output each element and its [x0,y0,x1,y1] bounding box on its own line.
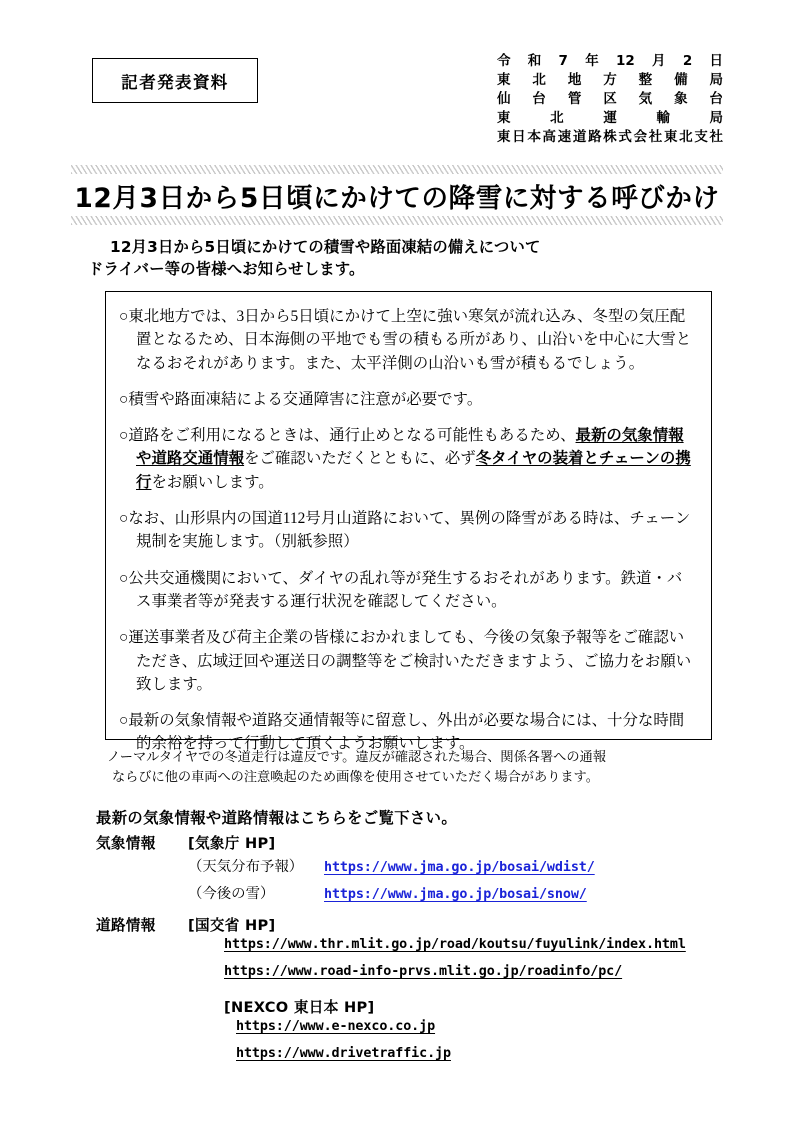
road-link-row-fuyulink [96,937,756,960]
road-link-roadinfo[interactable]: https://www.road-info-prvs.mlit.go.jp/roadinfo/pc/ [224,964,623,979]
nexco-link-row-drivetraffic [96,1046,756,1069]
notice-bullet-marker: ○ [119,510,129,528]
weather-info-category: 気象情報 [96,835,156,852]
notice-text: 道路をご利用になるときは、通行止めとなる可能性もあるため、 [128,427,576,445]
links-section [96,832,756,1069]
notice-item [119,305,697,375]
issuer-org-2: 仙台管区気象台 [497,91,723,107]
notice-bullet-marker: ○ [119,308,129,325]
road-link-row-roadinfo [96,964,756,987]
notice-bullet-marker: ○ [119,629,129,647]
divider-band-bottom [71,216,723,225]
notice-text: 最新の気象情報や道路交通情報等に留意し、外出が必要な場合には、十分な時間的余裕を持って行動して頂くようお願いします。 [128,712,685,753]
road-link-fuyulink[interactable]: https://www.thr.mlit.go.jp/road/koutsu/fuyulink/index.html [224,937,686,952]
tire-warning-text [90,748,720,788]
weather-link-snow[interactable]: https://www.jma.go.jp/bosai/snow/ [324,887,587,902]
notice-bullet-marker: ○ [119,569,129,587]
road-info-site-label: [国交省 HP] [188,917,276,934]
page-subtitle-line-1: 12月3日から5日頃にかけての積雪や路面凍結の備えについて [110,238,541,256]
weather-link-label-wdist: （天気分布予報） [188,859,304,875]
spacer [96,987,756,996]
notice-box [105,291,712,753]
issuer-block [497,52,723,147]
press-release-badge-label: 記者発表資料 [121,72,229,92]
nexco-link-drivetraffic[interactable]: https://www.drivetraffic.jp [236,1046,451,1061]
page-subtitle-line-2: ドライバー等の皆様へお知らせします。 [88,260,365,278]
nexco-info-row [96,996,756,1019]
weather-link-wdist[interactable]: https://www.jma.go.jp/bosai/wdist/ [324,860,595,875]
issuer-org-4: 東日本高速道路株式会社東北支社 [497,129,723,145]
weather-link-row-wdist [96,855,756,878]
issuer-org-1: 東北地方整備局 [497,72,723,88]
tire-warning-line-1: ノーマルタイヤでの冬道走行は違反です。違反が確認された場合、関係各署への通報 [107,750,606,765]
weather-info-row [96,832,756,855]
notice-item [119,567,697,614]
weather-info-site-label: [気象庁 HP] [188,835,276,852]
spacer [96,905,756,914]
issuer-date: 令和7年12月2日 [497,53,723,69]
nexco-link-row-enexco [96,1019,756,1042]
notice-text: 積雪や路面凍結による交通障害に注意が必要です。 [128,390,483,408]
road-info-category: 道路情報 [96,917,156,934]
notice-text: 運送事業者及び荷主企業の皆様におかれましても、今後の気象予報等をご確認いただき、広域迂回や運送日の調整等をご検討いただきますよう、ご協力をお願い致します。 [128,629,692,693]
nexco-site-label: [NEXCO 東日本 HP] [224,999,375,1016]
notice-item [119,424,697,494]
tire-warning-line-2: ならびに他の車両への注意喚起のため画像を使用させていただく場合があります。 [112,770,599,785]
notice-text: なお、山形県内の国道112号月山道路において、異例の降雪がある時は、チェーン規制を実施します。（別紙参照） [128,510,691,551]
notice-bullet-marker: ○ [119,712,129,730]
notice-emphasis: 冬タイヤの装着とチェーンの携行 [136,450,691,491]
page-subtitle [88,236,728,280]
notice-emphasis: 最新の気象情報や道路交通情報 [136,427,684,468]
press-release-badge [92,58,258,103]
notice-item [119,507,697,554]
issuer-org-3: 東北運輸局 [497,110,723,126]
road-info-row [96,914,756,937]
notice-item [119,626,697,696]
divider-band-top [71,165,723,174]
page-title: 12月3日から5日頃にかけての降雪に対する呼びかけ [74,183,720,214]
notice-text: をご確認いただくとともに、必ず [244,450,476,468]
document-header [0,52,794,157]
notice-text: 公共交通機関において、ダイヤの乱れ等が発生するおそれがあります。鉄道・バス事業者等が発表する運行状況を確認してください。 [128,569,683,610]
weather-link-label-snow: （今後の雪） [188,886,275,902]
weather-link-row-snow [96,882,756,905]
nexco-link-enexco[interactable]: https://www.e-nexco.co.jp [236,1019,436,1034]
notice-text: 東北地方では、3日から5日頃にかけて上空に強い寒気が流れ込み、冬型の気圧配置となるため、日本海側の平地でも雪の積もる所があり、山沿いを中心に大雪となるおそれがあります。また、太平洋側の山沿いも雪が積もるでしょう。 [128,308,692,372]
notice-bullet-marker: ○ [119,390,129,408]
links-section-heading: 最新の気象情報や道路情報はこちらをご覧下さい。 [96,809,458,827]
notice-text: をお願いします。 [151,473,274,491]
notice-bullet-marker: ○ [119,427,129,445]
notice-item [119,388,697,411]
